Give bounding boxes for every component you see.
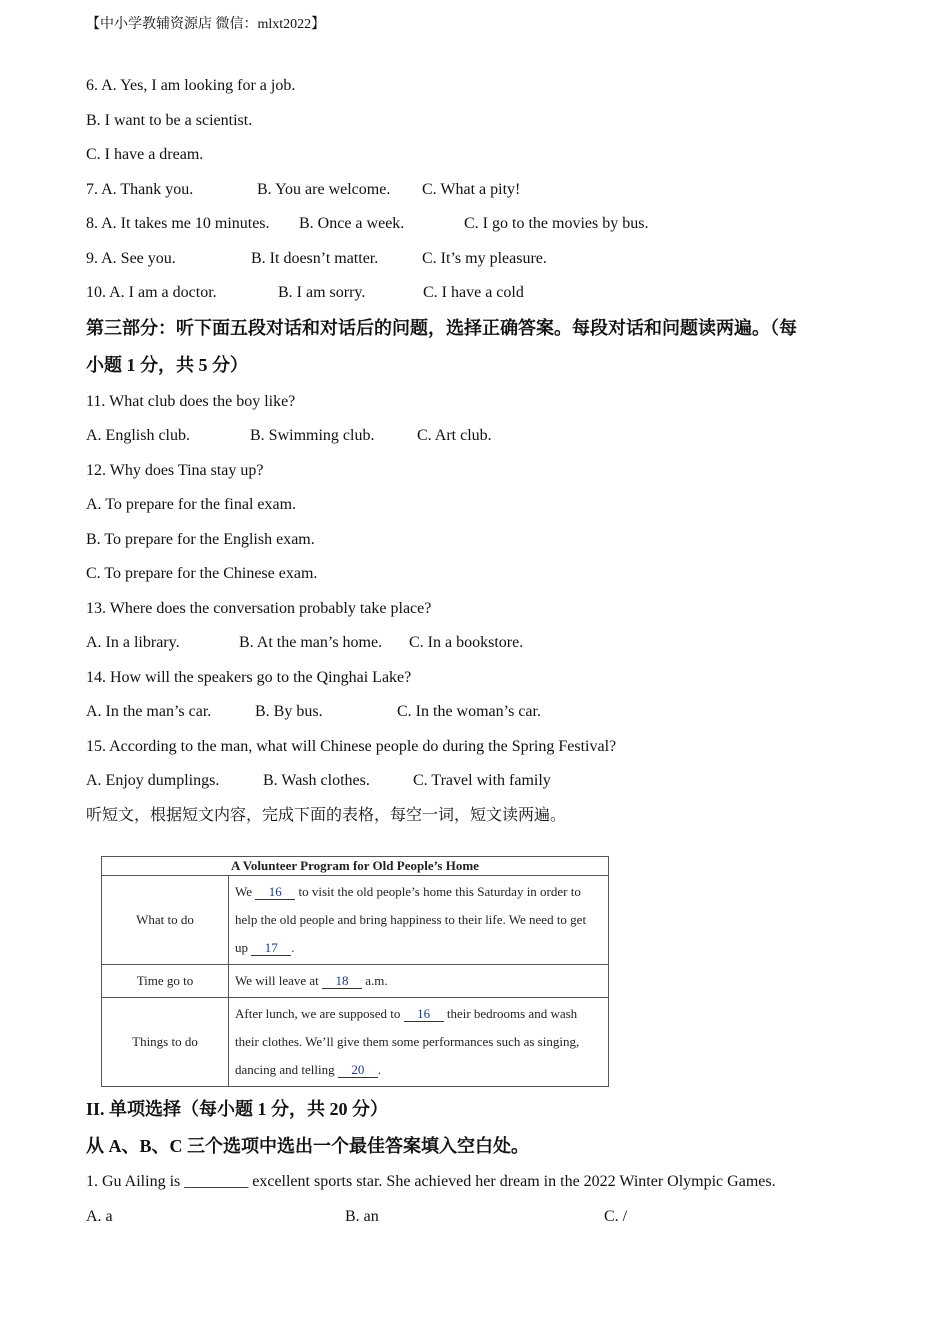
s2-q1-question: 1. Gu Ailing is ________ excellent sports star. She achieved her dream in the 2022 Winter Olympic Games. [86,1173,776,1190]
q10-option-a: 10. A. I am a doctor. [86,284,217,301]
blank-20: 20 [338,1063,378,1078]
row2-text-end: a.m. [365,973,388,988]
s2-q1-option-c: C. / [604,1208,628,1225]
q10-option-c: C. I have a cold [423,284,524,301]
q9-option-c: C. It’s my pleasure. [422,250,547,267]
q8-option-a: 8. A. It takes me 10 minutes. [86,215,270,232]
row-label-what-to-do: What to do [102,876,229,965]
table-title: A Volunteer Program for Old People’s Home [102,857,609,876]
q9-option-a: 9. A. See you. [86,250,176,267]
q7-option-c: C. What a pity! [422,181,521,198]
q14-option-b: B. By bus. [255,703,323,720]
row1-text-middle: to visit the old people’s home this Saturday in order to help the old people and bring happiness to their life. We need to get up [235,884,587,955]
blank-16-second: 16 [404,1007,444,1022]
page-header: 【中小学教辅资源店 微信：mlxt2022】 [86,17,326,32]
q9-option-b: B. It doesn’t matter. [251,250,379,267]
section2-instruction: 从 A、B、C 三个选项中选出一个最佳答案填入空白处。 [86,1136,530,1156]
q11-question: 11. What club does the boy like? [86,393,296,410]
q8-option-b: B. Once a week. [299,215,405,232]
blank-16: 16 [255,885,295,900]
q6-option-b: B. I want to be a scientist. [86,112,253,129]
row1-text-end: . [291,940,295,955]
q15-option-c: C. Travel with family [413,772,551,789]
blank-17: 17 [251,941,291,956]
row3-text-middle: their bedrooms and wash their clothes. We’ll give them some performances such as singing, dancing and telling [235,1006,580,1077]
q11-option-a: A. English club. [86,427,190,444]
part4-instruction: 听短文，根据短文内容，完成下面的表格，每空一词，短文读两遍。 [86,807,567,824]
section2-title: II. 单项选择（每小题 1 分，共 20 分） [86,1099,389,1119]
table-row-things-to-do [102,998,609,1087]
q13-option-a: A. In a library. [86,634,180,651]
row-label-things-to-do: Things to do [102,998,229,1087]
row1-text-start: We [235,884,252,899]
volunteer-program-table [101,856,609,1087]
q7-option-a: 7. A. Thank you. [86,181,194,198]
q15-option-a: A. Enjoy dumplings. [86,772,220,789]
q13-option-b: B. At the man’s home. [239,634,383,651]
q6-option-c: C. I have a dream. [86,146,204,163]
part3-title-line2: 小题 1 分，共 5 分） [86,355,248,375]
q6-option-a: 6. A. Yes, I am looking for a job. [86,77,296,94]
s2-q1-option-b: B. an [345,1208,379,1225]
q10-option-b: B. I am sorry. [278,284,366,301]
row-label-time-go-to: Time go to [102,965,229,998]
q11-option-c: C. Art club. [417,427,492,444]
row-content-things-to-do [229,998,609,1087]
q12-option-c: C. To prepare for the Chinese exam. [86,565,318,582]
row2-text-start: We will leave at [235,973,319,988]
row-content-time-go-to [229,965,609,998]
q8-option-c: C. I go to the movies by bus. [464,215,649,232]
q15-option-b: B. Wash clothes. [263,772,370,789]
table-row-time-go-to [102,965,609,998]
q13-option-c: C. In a bookstore. [409,634,524,651]
q11-option-b: B. Swimming club. [250,427,375,444]
row3-text-end: . [377,1062,382,1077]
q14-option-c: C. In the woman’s car. [397,703,541,720]
row-content-what-to-do [229,876,609,965]
q14-question: 14. How will the speakers go to the Qinghai Lake? [86,669,412,686]
q13-question: 13. Where does the conversation probably take place? [86,600,432,617]
q12-option-a: A. To prepare for the final exam. [86,496,297,513]
table-row-what-to-do [102,876,609,965]
s2-q1-option-a: A. a [86,1208,113,1225]
q12-question: 12. Why does Tina stay up? [86,462,264,479]
q7-option-b: B. You are welcome. [257,181,391,198]
blank-18: 18 [322,974,362,989]
q15-question: 15. According to the man, what will Chinese people do during the Spring Festival? [86,738,617,755]
part3-title-line1: 第三部分：听下面五段对话和对话后的问题，选择正确答案。每段对话和问题读两遍。（每 [86,318,797,338]
q14-option-a: A. In the man’s car. [86,703,212,720]
row3-text-start: After lunch, we are supposed to [235,1006,401,1021]
q12-option-b: B. To prepare for the English exam. [86,531,315,548]
